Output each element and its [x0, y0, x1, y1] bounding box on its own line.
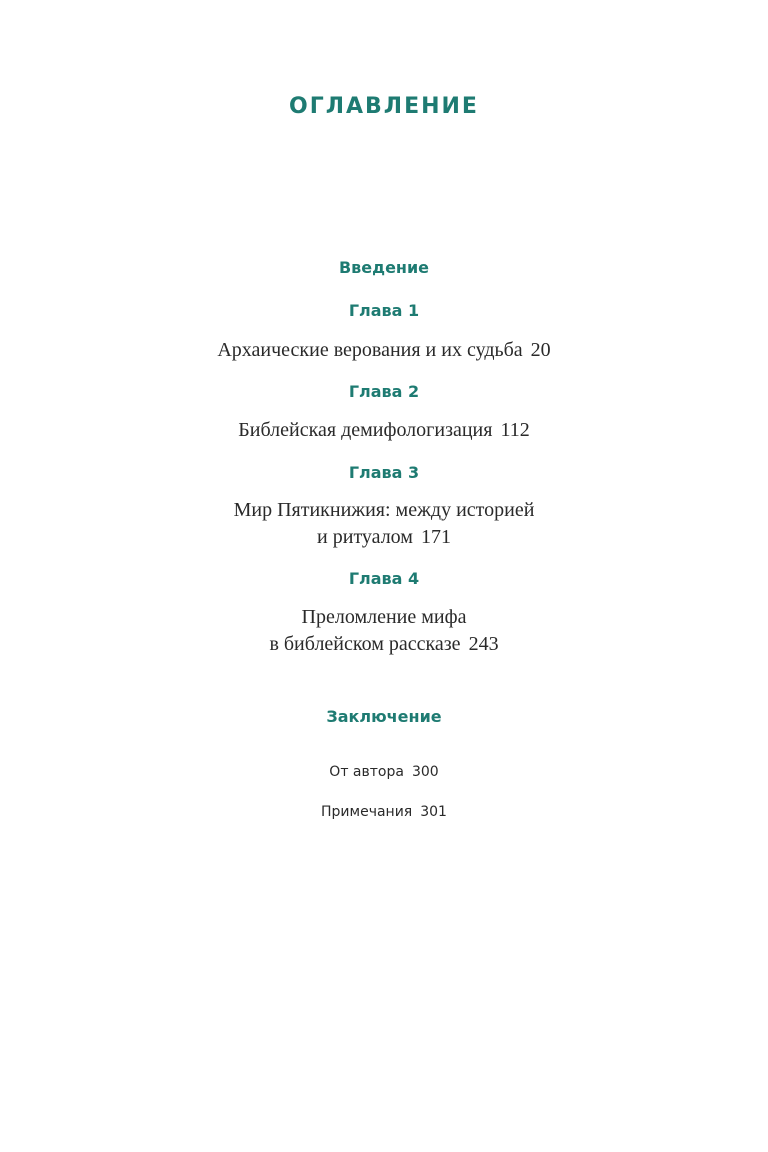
- page-title: ОГЛАВЛЕНИЕ: [289, 94, 479, 119]
- chapter-2-label[interactable]: Глава 2: [348, 382, 420, 401]
- chapter-1-page: 20: [530, 339, 551, 361]
- toc-intro[interactable]: Введение: [338, 258, 430, 277]
- chapter-2-entry[interactable]: [0, 417, 768, 444]
- chapter-3-label[interactable]: Глава 3: [348, 463, 420, 482]
- chapter-4-label[interactable]: Глава 4: [348, 569, 420, 588]
- chapter-2-page: 112: [500, 419, 530, 441]
- chapter-3-page: 171: [420, 526, 451, 548]
- extra-notes-label: Примечания: [321, 804, 413, 820]
- chapter-3-title-line-2: и ритуалом: [317, 526, 413, 548]
- chapter-2-title: Библейская демифологизация: [238, 419, 493, 441]
- chapter-4-entry[interactable]: [0, 604, 768, 658]
- toc-extra-author[interactable]: [0, 762, 768, 782]
- chapter-1-entry[interactable]: [0, 337, 768, 364]
- chapter-3-entry[interactable]: [0, 497, 768, 551]
- chapter-1-title: Архаические верования и их судьба: [217, 339, 523, 361]
- chapter-1-label[interactable]: Глава 1: [348, 301, 420, 320]
- chapter-4-title-line-2: в библейском рассказе: [269, 633, 461, 655]
- extra-notes-page: 301: [420, 804, 447, 820]
- toc-conclusion[interactable]: Заключение: [326, 707, 442, 726]
- chapter-3-title-line-1: Мир Пятикнижия: между историей: [233, 499, 535, 521]
- extra-author-label: От автора: [329, 764, 404, 780]
- extra-author-page: 300: [411, 764, 439, 780]
- chapter-4-page: 243: [468, 633, 499, 655]
- chapter-4-title-line-1: Преломление мифа: [301, 606, 467, 628]
- toc-extra-notes[interactable]: [0, 802, 768, 822]
